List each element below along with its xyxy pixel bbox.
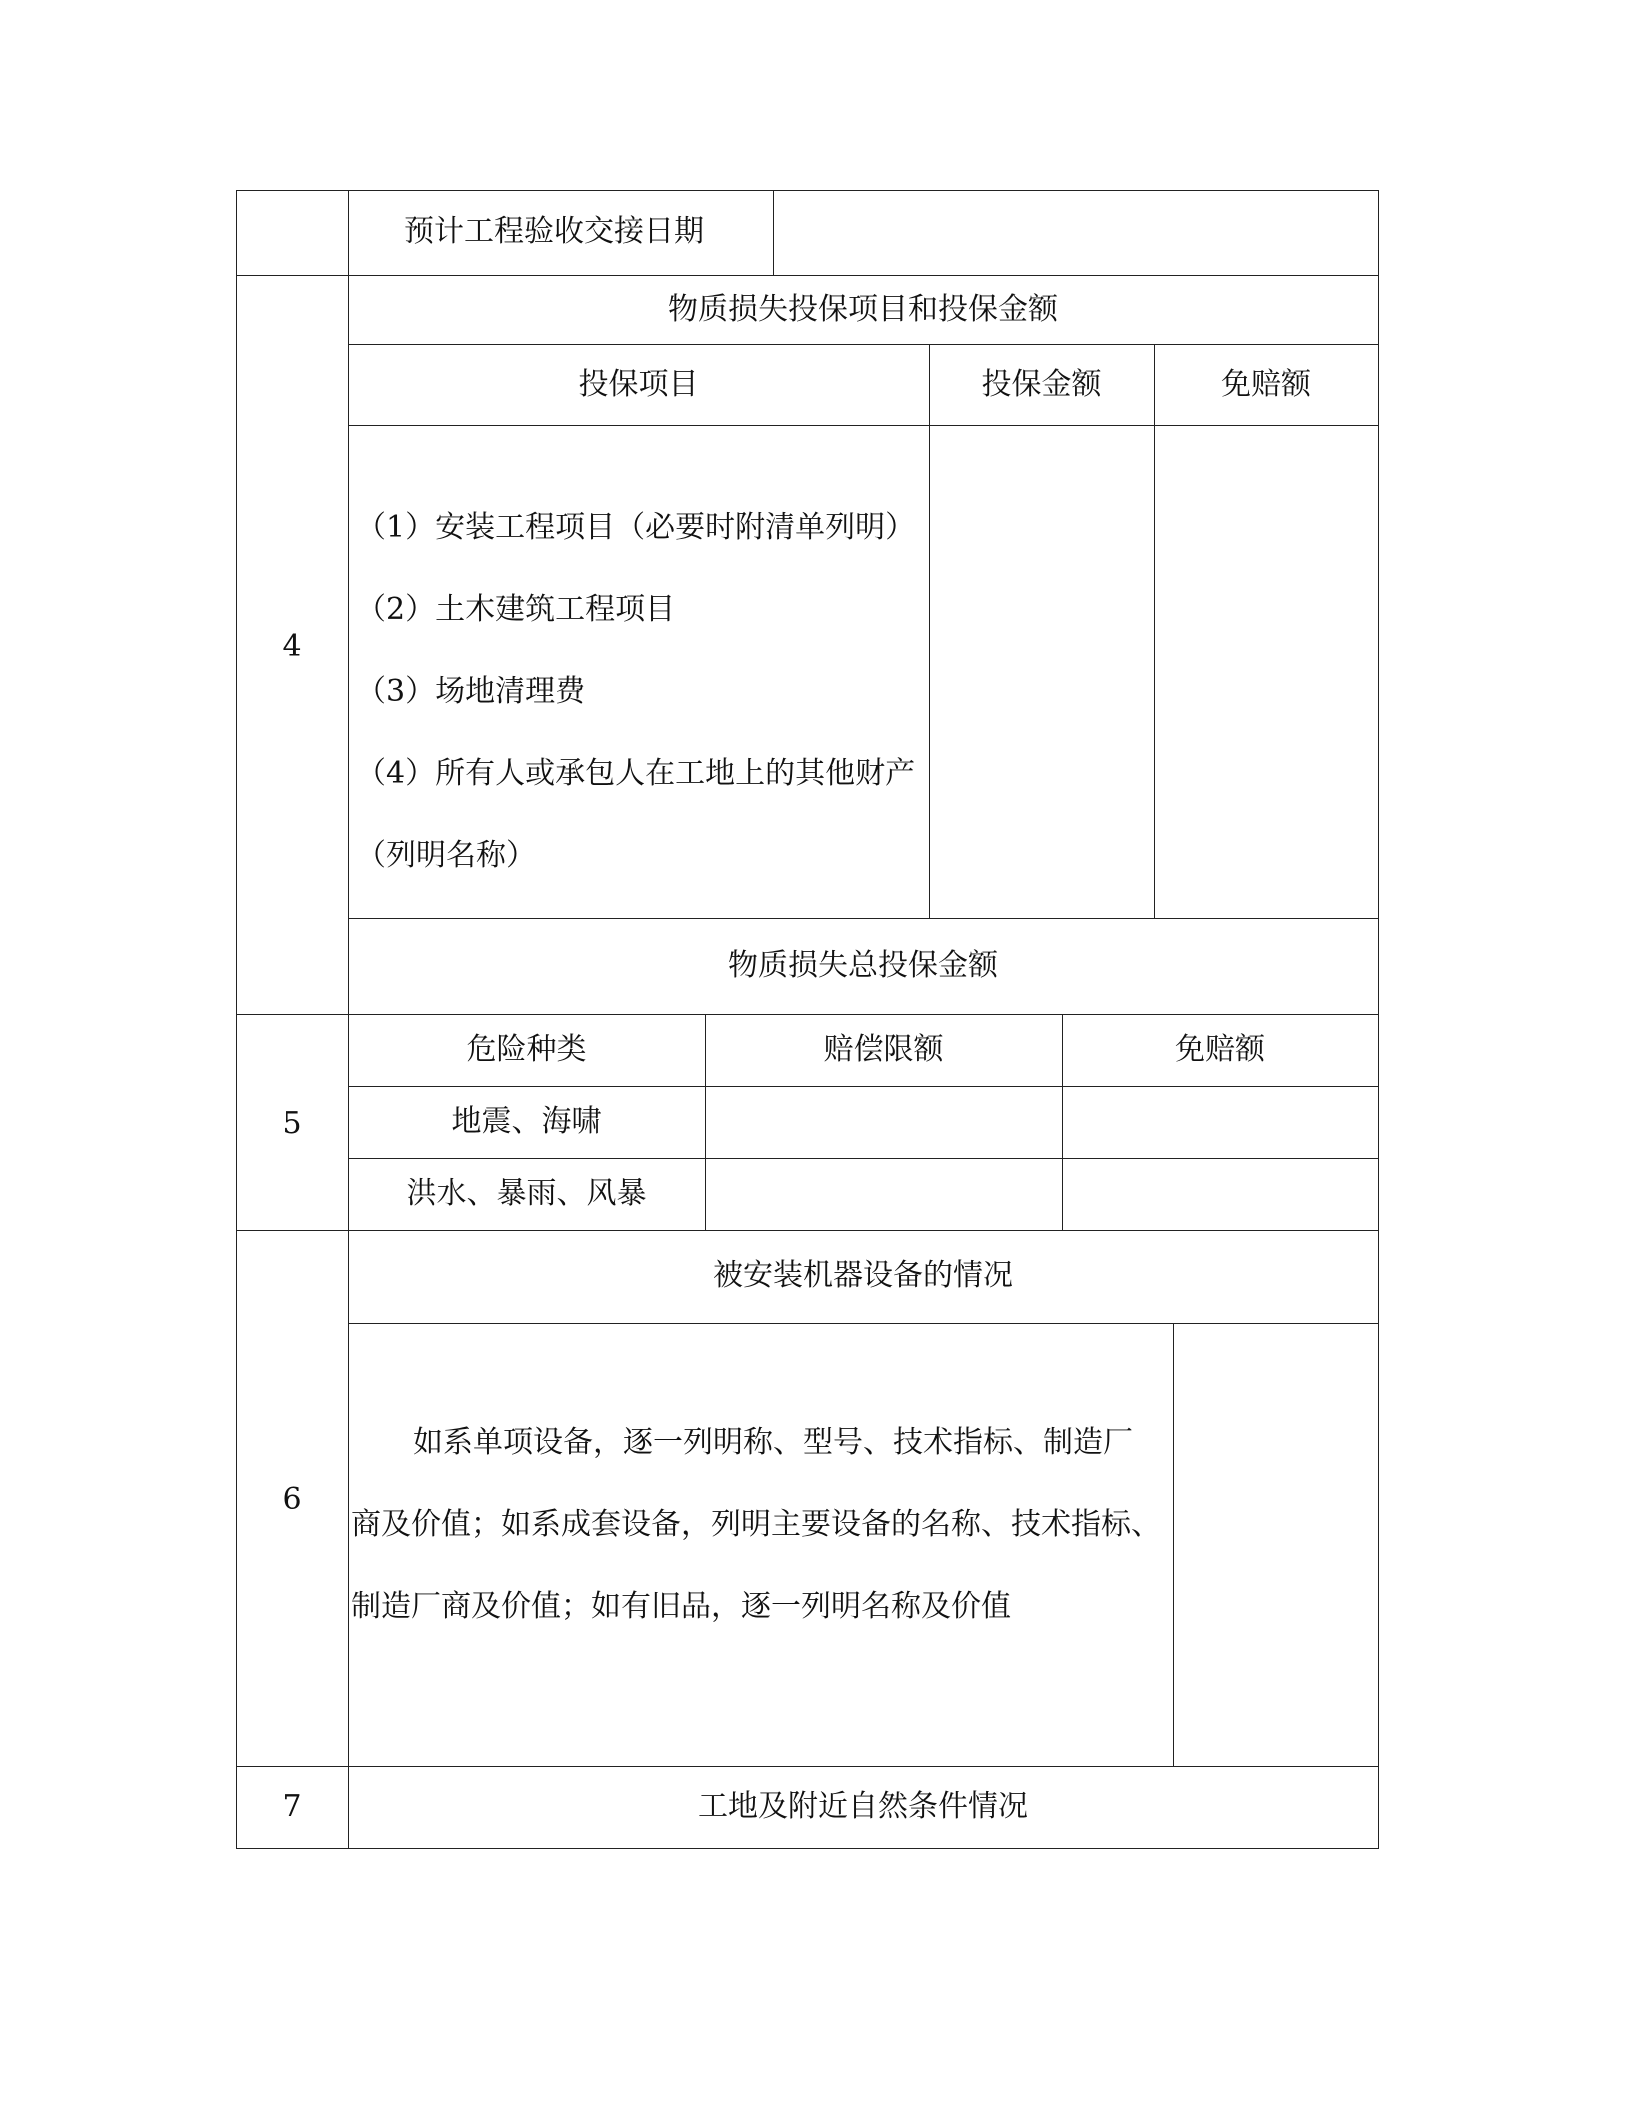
row7-heading: 工地及附近自然条件情况: [698, 1789, 1028, 1824]
insured-item-3: （3）场地清理费: [356, 674, 586, 709]
risk-earthquake-tsunami: 地震、海啸: [451, 1104, 602, 1139]
insured-item-4-note: （列明名称）: [356, 838, 536, 873]
risk-type-header: 危险种类: [466, 1032, 587, 1067]
border-row3-split: [773, 190, 774, 276]
equipment-description-line-3: 制造厂商及价值；如有旧品，逐一列明名称及价值: [351, 1589, 1011, 1624]
row4-heading: 物质损失投保项目和投保金额: [668, 292, 1058, 327]
border-row5-bottom: [236, 1230, 1379, 1231]
compensation-limit-header: 赔偿限额: [823, 1032, 944, 1067]
equipment-description-line-1: 如系单项设备，逐一列明称、型号、技术指标、制造厂: [413, 1425, 1133, 1460]
border-left: [236, 190, 237, 1849]
deductible-header: 免赔额: [1221, 367, 1311, 402]
border-row4-header-bottom: [348, 425, 1379, 426]
border-row4-items-bottom: [348, 918, 1379, 919]
border-row6-bottom: [236, 1766, 1379, 1767]
border-row6-heading-bottom: [348, 1323, 1379, 1324]
insured-item-2: （2）土木建筑工程项目: [356, 592, 676, 627]
border-row3-bottom: [236, 275, 1379, 276]
border-row5-mid: [348, 1158, 1379, 1159]
border-right: [1378, 190, 1379, 1849]
border-bottom: [236, 1848, 1379, 1849]
equipment-description-line-2: 商及价值；如系成套设备，列明主要设备的名称、技术指标、: [351, 1507, 1161, 1542]
insured-item-4: （4）所有人或承包人在工地上的其他财产: [356, 756, 916, 791]
border-row4-split-a: [929, 344, 930, 919]
border-row4-bottom: [236, 1014, 1379, 1015]
row6-heading: 被安装机器设备的情况: [713, 1258, 1013, 1293]
row-number-4: 4: [282, 629, 302, 664]
total-insured-amount-label: 物质损失总投保金额: [728, 948, 998, 983]
insured-item-1: （1）安装工程项目（必要时附清单列明）: [356, 510, 916, 545]
border-row5-header-bottom: [348, 1086, 1379, 1087]
border-row4-split-b: [1154, 344, 1155, 919]
row5-deductible-header: 免赔额: [1175, 1032, 1265, 1067]
risk-flood-storm: 洪水、暴雨、风暴: [406, 1176, 647, 1211]
row-number-6: 6: [282, 1482, 302, 1517]
border-number-column: [348, 190, 349, 1849]
insured-item-header: 投保项目: [578, 367, 699, 402]
row-number-7: 7: [282, 1789, 302, 1824]
insured-amount-header: 投保金额: [981, 367, 1102, 402]
acceptance-date-label: 预计工程验收交接日期: [404, 214, 704, 249]
border-top: [236, 190, 1379, 191]
border-row4-heading-bottom: [348, 344, 1379, 345]
row-number-5: 5: [282, 1106, 302, 1141]
border-row6-split: [1173, 1323, 1174, 1767]
